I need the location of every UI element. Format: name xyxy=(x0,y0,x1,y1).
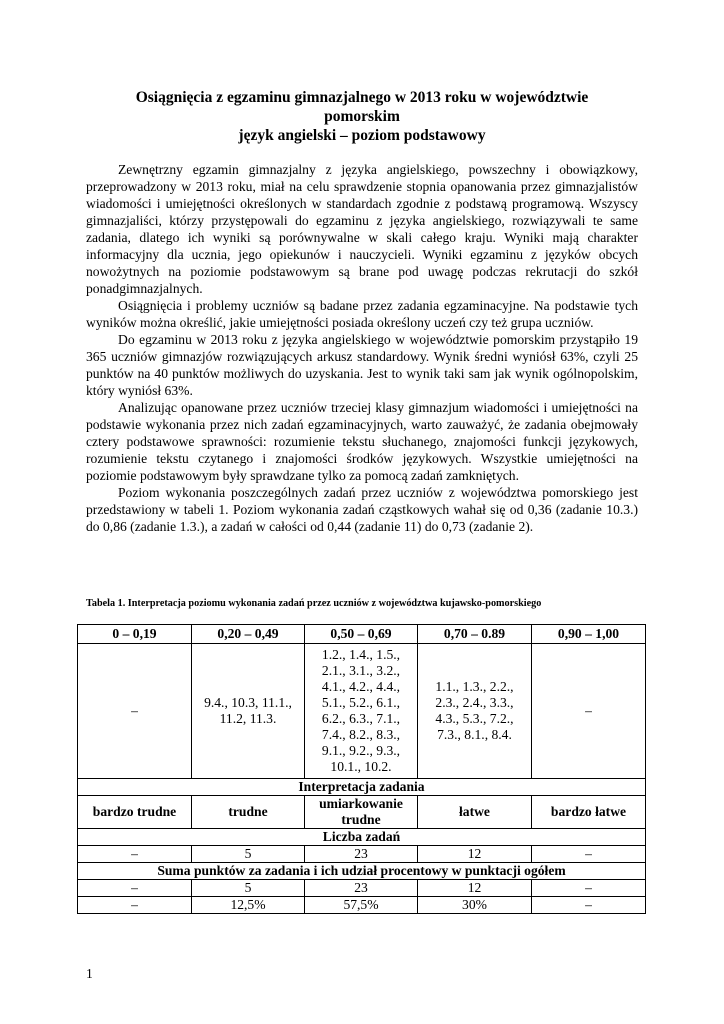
table-row xyxy=(78,897,646,914)
table-row xyxy=(78,880,646,897)
table-row xyxy=(78,829,646,846)
title-line-3: język angielski – poziom podstawowy xyxy=(238,127,486,144)
points-cell: 5 xyxy=(192,880,305,897)
count-cell: 5 xyxy=(192,846,305,863)
points-cell: – xyxy=(532,880,646,897)
document-page xyxy=(86,88,638,535)
document-title xyxy=(86,88,638,145)
tasks-cell: – xyxy=(532,644,646,779)
page-number: 1 xyxy=(86,966,93,981)
table-row xyxy=(78,625,646,644)
points-cell: – xyxy=(78,880,192,897)
count-cell: 12 xyxy=(418,846,532,863)
count-cell: – xyxy=(78,846,192,863)
results-table xyxy=(77,624,646,914)
tasks-cell: 9.4., 10.3, 11.1., 11.2, 11.3. xyxy=(192,644,305,779)
title-line-1: Osiągnięcia z egzaminu gimnazjalnego w 2013 roku w województwie xyxy=(135,89,589,106)
header-cell: 0,90 – 1,00 xyxy=(532,625,646,644)
table-row xyxy=(78,644,646,779)
header-cell: 0,50 – 0,69 xyxy=(305,625,418,644)
points-heading: Suma punktów za zadania i ich udział procentowy w punktacji ogółem xyxy=(78,863,646,880)
interpretation-cell: łatwe xyxy=(418,796,532,829)
paragraph: Osiągnięcia i problemy uczniów są badane przez zadania egzaminacyjne. Na podstawie tych wyników można określić, jakie umiejętności posiada określony uczeń czy też grupa uczniów. xyxy=(86,298,638,330)
count-heading: Liczba zadań xyxy=(78,829,646,846)
table-row xyxy=(78,863,646,880)
tasks-cell: – xyxy=(78,644,192,779)
document-body xyxy=(86,161,638,535)
table-row xyxy=(78,796,646,829)
header-cell: 0,20 – 0,49 xyxy=(192,625,305,644)
interpretation-cell: umiarkowanie trudne xyxy=(305,796,418,829)
table-caption: Tabela 1. Interpretacja poziomu wykonania zadań przez uczniów z województwa kujawsko-pomorskiego xyxy=(86,598,542,609)
paragraph: Do egzaminu w 2013 roku z języka angielskiego w województwie pomorskim przystąpiło 19 365 uczniów gimnazjów rozwiązujących arkusz standardowy. Wynik średni wyniósł 63%, czyli 25 punktów na 40 punktów możliwych do uzyskania. Jest to wynik taki sam jak wynik ogólnopolskim, który wyniósł 63%. xyxy=(86,332,638,398)
interpretation-cell: trudne xyxy=(192,796,305,829)
percentage-cell: 12,5% xyxy=(192,897,305,914)
tasks-cell: 1.1., 1.3., 2.2., 2.3., 2.4., 3.3., 4.3., 5.3., 7.2., 7.3., 8.1., 8.4. xyxy=(418,644,532,779)
percentage-cell: 30% xyxy=(418,897,532,914)
interpretation-heading: Interpretacja zadania xyxy=(78,779,646,796)
paragraph: Zewnętrzny egzamin gimnazjalny z języka angielskiego, powszechny i obowiązkowy, przeprowadzony w 2013 roku, miał na celu sprawdzenie stopnia opanowania przez gimnazjalistów wiadomości i umiejętności określonych w standardach zgodnie z podstawą programową. Wszyscy gimnazjaliści, którzy przystępowali do egzaminu z języka angielskiego, rozwiązywali te same zadania, dlatego ich wyniki są porównywalne w skali całego kraju. Wyniki mają charakter informacyjny dla ucznia, jego opiekunów i nauczycieli. Wyniki egzaminu z języków obcych nowożytnych na poziomie podstawowym są brane pod uwagę podczas rekrutacji do szkół ponadgimnazjalnych. xyxy=(86,162,638,296)
interpretation-cell: bardzo trudne xyxy=(78,796,192,829)
points-cell: 12 xyxy=(418,880,532,897)
count-cell: 23 xyxy=(305,846,418,863)
percentage-cell: 57,5% xyxy=(305,897,418,914)
paragraph: Analizując opanowane przez uczniów trzeciej klasy gimnazjum wiadomości i umiejętności na podstawie wykonania przez nich zadań egzaminacyjnych, warto zauważyć, że zadania obejmowały cztery podstawowe sprawności: rozumienie tekstu słuchanego, znajomości funkcji językowych, rozumienie tekstu czytanego i znajomości środków językowych. Wszystkie umiejętności na poziomie podstawowym były sprawdzane tylko za pomocą zadań zamkniętych. xyxy=(86,400,638,483)
percentage-cell: – xyxy=(78,897,192,914)
interpretation-cell: bardzo łatwe xyxy=(532,796,646,829)
table-row xyxy=(78,779,646,796)
percentage-cell: – xyxy=(532,897,646,914)
paragraph: Poziom wykonania poszczególnych zadań przez uczniów z województwa pomorskiego jest przedstawiony w tabeli 1. Poziom wykonania zadań cząstkowych wahał się od 0,36 (zadanie 10.3.) do 0,86 (zadanie 1.3.), a zadań w całości od 0,44 (zadanie 11) do 0,73 (zadanie 2). xyxy=(86,485,638,534)
count-cell: – xyxy=(532,846,646,863)
title-line-2: pomorskim xyxy=(324,108,400,125)
header-cell: 0 – 0,19 xyxy=(78,625,192,644)
header-cell: 0,70 – 0.89 xyxy=(418,625,532,644)
tasks-cell: 1.2., 1.4., 1.5., 2.1., 3.1., 3.2., 4.1., 4.2., 4.4., 5.1., 5.2., 6.1., 6.2., 6.3., 7.1., 7.4., 8.2., 8.3., 9.1., 9.2., 9.3., 10.1., 10.2. xyxy=(305,644,418,779)
table-row xyxy=(78,846,646,863)
points-cell: 23 xyxy=(305,880,418,897)
